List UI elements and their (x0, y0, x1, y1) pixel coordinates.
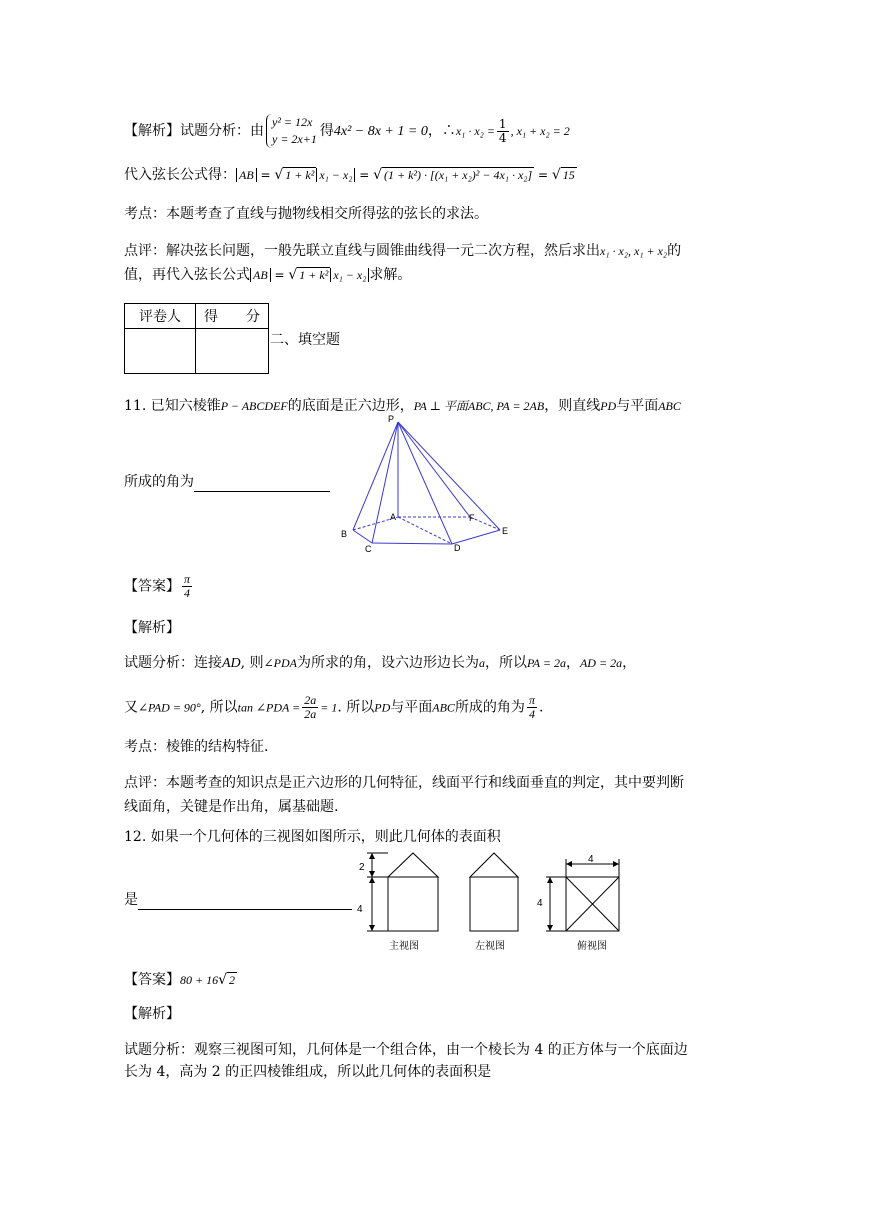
grader-cell[interactable] (125, 329, 196, 374)
front-view-label: 主视图 (389, 941, 419, 952)
fraction: $\frac{\pi}{4}$ (528, 693, 535, 721)
answer-blank[interactable] (194, 471, 330, 492)
q11-answer: 【答案】 $\frac{\pi}{4}$ (124, 572, 191, 600)
sqrt: √ 1 + k² (274, 167, 315, 183)
q10-chord-line: 代入弦长公式得： AB = √ 1 + k² x₁ − x₂ = √ (1 + k²) · [(x₁ + x₂)² − 4x₁ · x₂] = √ 15 (124, 167, 575, 183)
dim-bottom: 4 (357, 904, 363, 915)
q12-analysis-label: 【解析】 (124, 1006, 180, 1022)
q12-stem: 12. 如果一个几何体的三视图如图所示，则此几何体的表面积 (124, 829, 501, 845)
fraction: $\frac{1}{4}$ (498, 116, 507, 145)
q10-kaodian: 考点：本题考查了直线与抛物线相交所得弦的弦长的求法。 (124, 206, 488, 222)
q12-analysis-line1: 试题分析：观察三视图可知，几何体是一个组合体，由一个棱长为 4 的正方体与一个底面边 (124, 1042, 688, 1058)
section-title: 二、填空题 (270, 332, 340, 348)
left-view-label: 左视图 (475, 941, 505, 952)
q11-dianping-line2: 线面角，关键是作出角，属基础题. (124, 799, 339, 815)
label-B: B (341, 529, 348, 539)
label-D: D (454, 543, 461, 553)
dim-side: 4 (537, 898, 543, 909)
q11-analysis-line1: 试题分析：连接AD, 则∠PDA为所求的角，设六边形边长为a，所以PA = 2a，AD = 2a， (124, 655, 637, 671)
q11-analysis-line2: 又∠PAD = 90°, 所以tan ∠PDA = $\frac{2a}{2a}$ = 1. 所以PD与平面ABC所成的角为 $\frac{\pi}{4}$ . (124, 693, 544, 721)
q11-dianping-line1: 点评：本题考查的知识点是正六边形的几何特征，线面平行和线面垂直的判定，其中要判断 (124, 775, 684, 791)
sqrt: √ 15 (551, 167, 575, 183)
q10-analysis-line1: 【解析】试题分析：由 y² = 12x y = 2x+1 得4x² − 8x + 1 = 0，∴x₁ · x₂ = $\frac{1}{4}$ , x₁ + x₂ = 2 (124, 115, 570, 146)
q12-answer: 【答案】80 + 16√ 2 (124, 972, 236, 988)
top-view-label: 俯视图 (577, 941, 607, 952)
analysis-label: 【解析】 (124, 123, 180, 139)
q12-stem-line2: 是 (124, 889, 352, 910)
label-P: P (388, 414, 395, 424)
dim-top: 2 (359, 862, 365, 873)
label-F: F (469, 513, 475, 523)
dim-width: 4 (588, 854, 594, 865)
q10-dianping-line1: 点评：解决弦长问题，一般先联立直线与圆锥曲线得一元二次方程，然后求出x₁ · x₂, x₁ + x₂的 (124, 243, 682, 259)
score-table (124, 303, 269, 374)
q11-stem-line2: 所成的角为 (124, 471, 330, 492)
label-C: C (365, 544, 372, 554)
q11-kaodian: 考点：棱锥的结构特征. (124, 739, 269, 755)
label-E: E (502, 526, 509, 536)
fraction: $\frac{\pi}{4}$ (184, 572, 191, 600)
fraction: $\frac{2a}{2a}$ (304, 693, 317, 721)
equation-system: y² = 12x y = 2x+1 (266, 114, 317, 148)
q11-analysis-label: 【解析】 (124, 620, 180, 636)
grader-header: 评卷人 (125, 304, 196, 329)
sqrt: √ 2 (218, 972, 236, 988)
hexagonal-pyramid-figure (330, 410, 520, 560)
three-view-figure (350, 850, 620, 955)
score-cell[interactable] (196, 329, 269, 374)
q12-analysis-line2: 长为 4，高为 2 的正四棱锥组成，所以此几何体的表面积是 (124, 1064, 492, 1080)
sqrt: √ 1 + k² (288, 267, 329, 283)
sqrt: √ (1 + k²) · [(x₁ + x₂)² − 4x₁ · x₂] (373, 167, 533, 183)
q11-stem: 11. 已知六棱锥P − ABCDEF的底面是正六边形，PA ⊥ 平面ABC, PA = 2AB，则直线PD与平面ABC (124, 398, 681, 414)
score-header: 得 分 (196, 304, 269, 329)
q10-dianping-line2: 值，再代入弦长公式 AB = √ 1 + k² x₁ − x₂ 求解。 (124, 267, 412, 283)
label-A: A (390, 512, 397, 522)
answer-blank[interactable] (138, 889, 352, 910)
